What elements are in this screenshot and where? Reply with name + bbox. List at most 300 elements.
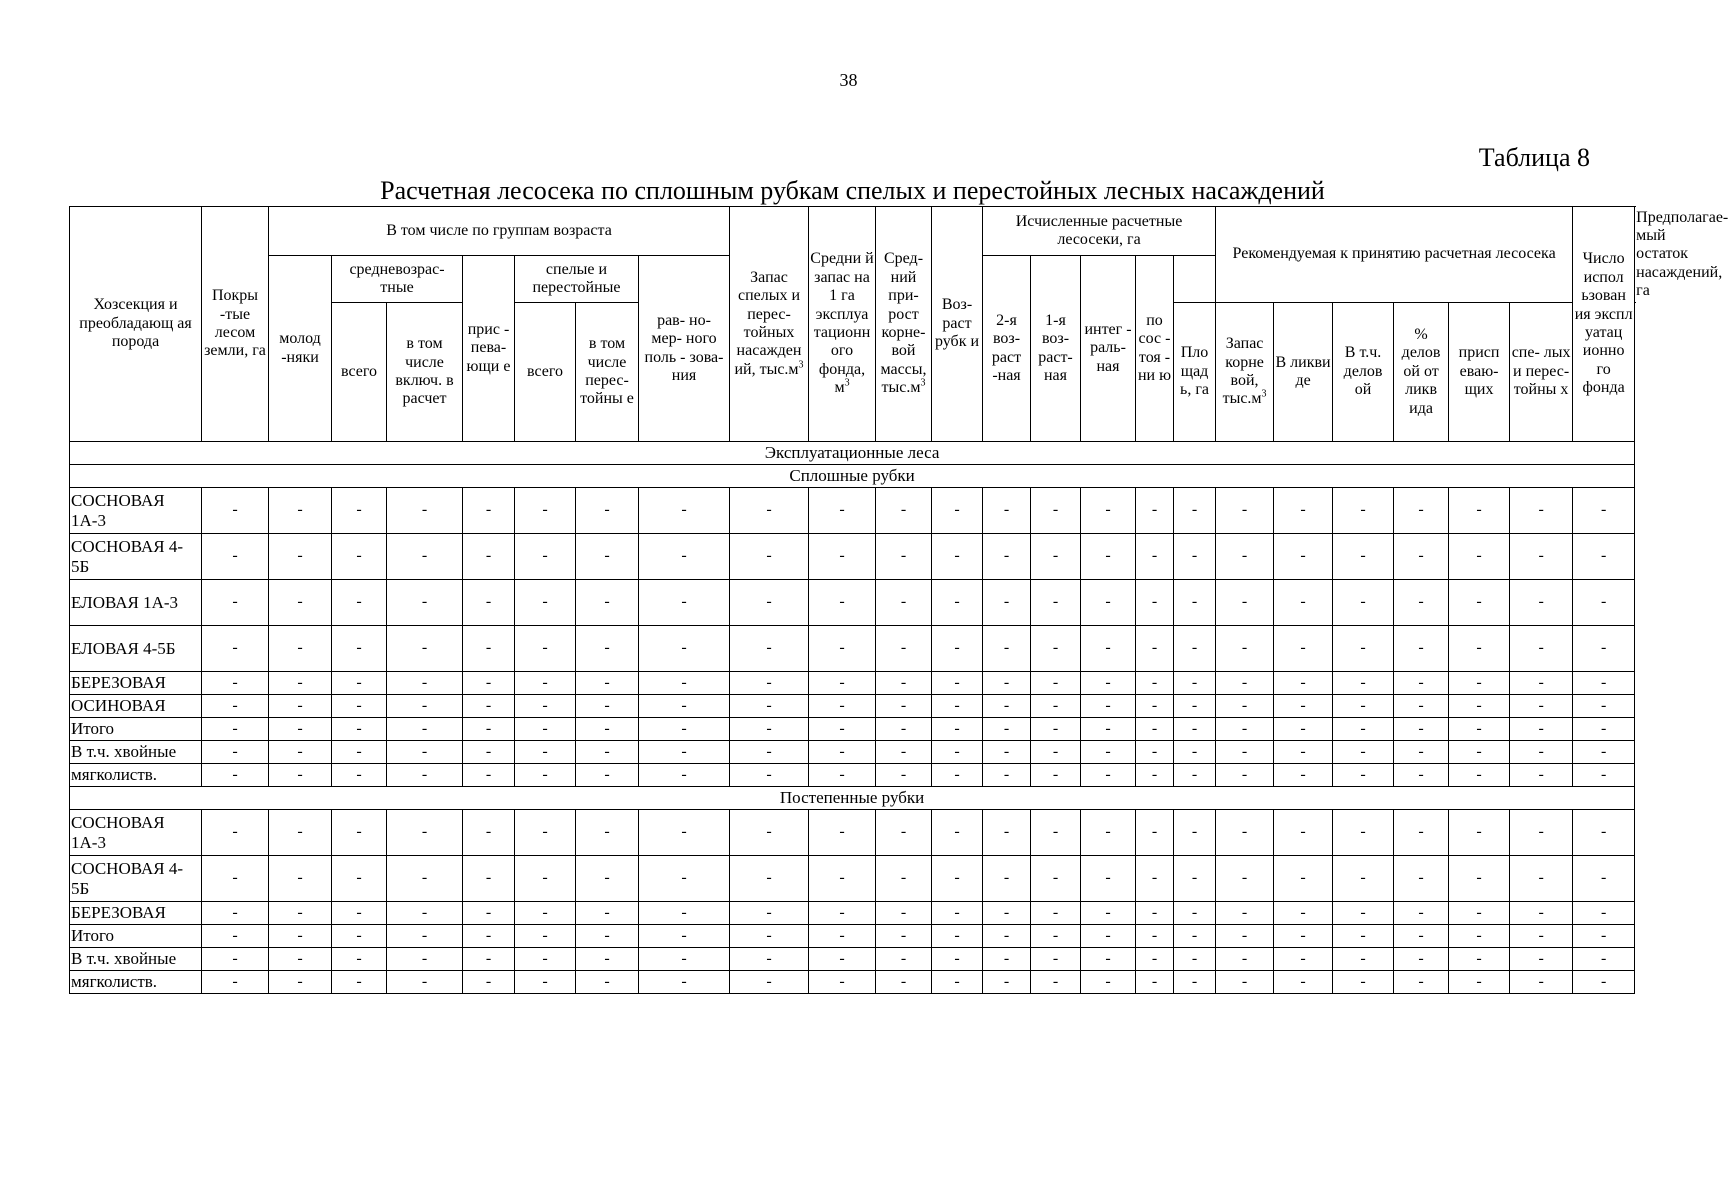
cell-value: -	[463, 718, 515, 741]
cell-value: -	[730, 695, 809, 718]
header-mature-total: всего	[515, 303, 576, 442]
cell-value: -	[876, 971, 932, 994]
cell-value: -	[809, 856, 876, 902]
cell-value: -	[1274, 856, 1333, 902]
cell-value: -	[730, 948, 809, 971]
cell-value: -	[1394, 718, 1449, 741]
cell-value: -	[202, 764, 269, 787]
table-row	[70, 718, 1635, 741]
cell-value: -	[1573, 580, 1635, 626]
section-clear-cuts: Сплошные рубки	[70, 465, 1635, 488]
header-ripening: прис - пева- ющи е	[463, 256, 515, 442]
cell-value: -	[387, 902, 463, 925]
cell-value: -	[269, 672, 332, 695]
row-label: мягколиств.	[70, 764, 202, 787]
cell-value: -	[1394, 580, 1449, 626]
row-label: мягколиств.	[70, 971, 202, 994]
cell-value: -	[1394, 902, 1449, 925]
cell-value: -	[876, 856, 932, 902]
table-row	[70, 534, 1635, 580]
cell-value: -	[983, 948, 1031, 971]
cell-value: -	[1510, 488, 1573, 534]
cell-value: -	[983, 695, 1031, 718]
cell-value: -	[269, 902, 332, 925]
cell-value: -	[639, 948, 730, 971]
cell-value: -	[1333, 764, 1394, 787]
table-label: Таблица 8	[1478, 143, 1590, 172]
cell-value: -	[515, 948, 576, 971]
cell-value: -	[1216, 695, 1274, 718]
cell-value: -	[1573, 810, 1635, 856]
cell-value: -	[1031, 672, 1081, 695]
cell-value: -	[1081, 741, 1136, 764]
cell-value: -	[639, 856, 730, 902]
cell-value: -	[1449, 902, 1510, 925]
cell-value: -	[1449, 580, 1510, 626]
cell-value: -	[463, 695, 515, 718]
section-forest-type: Эксплуатационные леса	[70, 442, 1635, 465]
cell-value: -	[639, 488, 730, 534]
cell-value: -	[1274, 488, 1333, 534]
cell-value: -	[932, 695, 983, 718]
cell-value: -	[1081, 810, 1136, 856]
cell-value: -	[1333, 856, 1394, 902]
cell-value: -	[730, 626, 809, 672]
cell-value: -	[1174, 764, 1216, 787]
cell-value: -	[202, 902, 269, 925]
cell-value: -	[809, 764, 876, 787]
cell-value: -	[202, 810, 269, 856]
cell-value: -	[463, 764, 515, 787]
cell-value: -	[1174, 971, 1216, 994]
cell-value: -	[1174, 810, 1216, 856]
cell-value: -	[809, 580, 876, 626]
row-label: В т.ч. хвойные	[70, 948, 202, 971]
cell-value: -	[1081, 925, 1136, 948]
page-number: 38	[839, 70, 858, 90]
cell-value: -	[1274, 672, 1333, 695]
cell-value: -	[1573, 695, 1635, 718]
cell-value: -	[1174, 580, 1216, 626]
cell-value: -	[387, 695, 463, 718]
row-label: БЕРЕЗОВАЯ	[70, 902, 202, 925]
cell-value: -	[332, 672, 387, 695]
cell-value: -	[1573, 741, 1635, 764]
cell-value: -	[1510, 626, 1573, 672]
cell-value: -	[1510, 971, 1573, 994]
cell-value: -	[1333, 672, 1394, 695]
cell-value: -	[1081, 971, 1136, 994]
header-recommended-area: Рекомендуемая к принятию расчетная лесосека	[1216, 207, 1573, 303]
cell-value: -	[1510, 948, 1573, 971]
cell-value: -	[1449, 971, 1510, 994]
cell-value: -	[1394, 695, 1449, 718]
cell-value: -	[809, 695, 876, 718]
cell-value: -	[1449, 626, 1510, 672]
cell-value: -	[1510, 695, 1573, 718]
cell-value: -	[1031, 741, 1081, 764]
cell-value: -	[730, 764, 809, 787]
cell-value: -	[387, 764, 463, 787]
cell-value: -	[1333, 948, 1394, 971]
cell-value: -	[1573, 672, 1635, 695]
cell-value: -	[1274, 580, 1333, 626]
cell-value: -	[932, 764, 983, 787]
cell-value: -	[1174, 626, 1216, 672]
cell-value: -	[1394, 810, 1449, 856]
cell-value: -	[1510, 925, 1573, 948]
cell-value: -	[463, 856, 515, 902]
cell-value: -	[463, 810, 515, 856]
cell-value: -	[1216, 902, 1274, 925]
cell-value: -	[876, 695, 932, 718]
cell-value: -	[983, 718, 1031, 741]
cell-value: -	[515, 672, 576, 695]
cell-value: -	[463, 488, 515, 534]
cell-value: -	[1333, 810, 1394, 856]
cell-value: -	[332, 902, 387, 925]
cell-value: -	[730, 856, 809, 902]
table-row	[70, 488, 1635, 534]
cell-value: -	[1394, 672, 1449, 695]
cell-value: -	[576, 810, 639, 856]
header-rec-business: В т.ч. делов ой	[1333, 303, 1394, 442]
cell-value: -	[1216, 856, 1274, 902]
cell-value: -	[1394, 948, 1449, 971]
cell-value: -	[639, 925, 730, 948]
cell-value: -	[1510, 718, 1573, 741]
cell-value: -	[1136, 672, 1174, 695]
cell-value: -	[202, 741, 269, 764]
section-gradual-cuts: Постепенные рубки	[70, 787, 1635, 810]
cell-value: -	[1274, 948, 1333, 971]
cell-value: -	[1136, 718, 1174, 741]
cell-value: -	[1136, 925, 1174, 948]
cell-value: -	[1449, 718, 1510, 741]
cell-value: -	[639, 672, 730, 695]
cell-value: -	[1510, 764, 1573, 787]
cell-value: -	[1174, 672, 1216, 695]
cell-value: -	[202, 626, 269, 672]
cell-value: -	[809, 741, 876, 764]
row-label: СОСНОВАЯ 1А-3	[70, 488, 202, 534]
cell-value: -	[387, 741, 463, 764]
cell-value: -	[1510, 741, 1573, 764]
cell-value: -	[983, 488, 1031, 534]
cell-value: -	[576, 902, 639, 925]
header-remain-ripening: присп еваю- щих	[1449, 303, 1510, 442]
cell-value: -	[387, 971, 463, 994]
cell-value: -	[809, 810, 876, 856]
cell-value: -	[332, 718, 387, 741]
cell-value: -	[1216, 764, 1274, 787]
cell-value: -	[1510, 856, 1573, 902]
header-years-of-use: Число испол ьзован ия экспл уатац ионно го фонда	[1573, 207, 1635, 442]
cell-value: -	[387, 534, 463, 580]
cell-value: -	[809, 925, 876, 948]
table-row	[70, 902, 1635, 925]
cell-value: -	[1573, 626, 1635, 672]
cell-value: -	[1274, 741, 1333, 764]
cell-value: -	[202, 948, 269, 971]
cell-value: -	[932, 902, 983, 925]
cell-value: -	[576, 971, 639, 994]
header-middle-aged: средневозрас- тные	[332, 256, 463, 303]
header-middle-total: всего	[332, 303, 387, 442]
cell-value: -	[202, 695, 269, 718]
cell-value: -	[1216, 488, 1274, 534]
cell-value: -	[202, 580, 269, 626]
cell-value: -	[1449, 764, 1510, 787]
cell-value: -	[1031, 534, 1081, 580]
cell-value: -	[1333, 534, 1394, 580]
cell-value: -	[332, 810, 387, 856]
cell-value: -	[1136, 764, 1174, 787]
cell-value: -	[809, 902, 876, 925]
cell-value: -	[1081, 626, 1136, 672]
table-row	[70, 741, 1635, 764]
cell-value: -	[387, 810, 463, 856]
cell-value: -	[1136, 856, 1174, 902]
cell-value: -	[932, 626, 983, 672]
cell-value: -	[463, 672, 515, 695]
cell-value: -	[1573, 925, 1635, 948]
cell-value: -	[876, 902, 932, 925]
cell-value: -	[1333, 925, 1394, 948]
cell-value: -	[1081, 534, 1136, 580]
cell-value: -	[332, 764, 387, 787]
cell-value: -	[1031, 902, 1081, 925]
table-row	[70, 580, 1635, 626]
cell-value: -	[1081, 764, 1136, 787]
cell-value: -	[1216, 810, 1274, 856]
cell-value: -	[1573, 948, 1635, 971]
header-young: молод -няки	[269, 256, 332, 442]
row-label: СОСНОВАЯ 1А-3	[70, 810, 202, 856]
cell-value: -	[876, 718, 932, 741]
cell-value: -	[1081, 672, 1136, 695]
header-rec-liquid: В ликви де	[1274, 303, 1333, 442]
cell-value: -	[1136, 580, 1174, 626]
cell-value: -	[932, 488, 983, 534]
cell-value: -	[1274, 902, 1333, 925]
cell-value: -	[1510, 580, 1573, 626]
cell-value: -	[1449, 925, 1510, 948]
cell-value: -	[932, 534, 983, 580]
header-covered-land: Покры -тые лесом земли, га	[202, 207, 269, 442]
cell-value: -	[1136, 971, 1174, 994]
cell-value: -	[932, 971, 983, 994]
cell-value: -	[463, 741, 515, 764]
cell-value: -	[1394, 971, 1449, 994]
cell-value: -	[515, 580, 576, 626]
cell-value: -	[1174, 534, 1216, 580]
cell-value: -	[1031, 488, 1081, 534]
cell-value: -	[983, 741, 1031, 764]
cell-value: -	[1136, 948, 1174, 971]
row-label: СОСНОВАЯ 4-5Б	[70, 856, 202, 902]
cell-value: -	[1573, 902, 1635, 925]
cell-value: -	[983, 810, 1031, 856]
cell-value: -	[809, 534, 876, 580]
header-rec-stock: Запас корне вой, $тыс.м^3$	[1216, 303, 1274, 442]
cell-value: -	[269, 856, 332, 902]
cell-value: -	[932, 810, 983, 856]
cell-value: -	[639, 580, 730, 626]
cell-value: -	[809, 626, 876, 672]
row-label: СОСНОВАЯ 4-5Б	[70, 534, 202, 580]
cell-value: -	[1333, 695, 1394, 718]
cell-value: -	[1394, 741, 1449, 764]
cell-value: -	[932, 672, 983, 695]
cell-value: -	[387, 488, 463, 534]
cell-value: -	[1449, 534, 1510, 580]
cell-value: -	[576, 580, 639, 626]
cell-value: -	[1573, 534, 1635, 580]
cell-value: -	[1136, 488, 1174, 534]
header-avg-growth: Сред- ний при- рост корне- вой массы, $тыс.м^3$	[876, 207, 932, 442]
cell-value: -	[387, 580, 463, 626]
header-calculated-areas: Исчисленные расчетные лесосеки, га	[983, 207, 1216, 256]
cell-value: -	[730, 488, 809, 534]
cell-value: -	[1510, 672, 1573, 695]
cell-value: -	[876, 534, 932, 580]
cell-value: -	[269, 718, 332, 741]
cell-value: -	[576, 741, 639, 764]
cell-value: -	[1394, 534, 1449, 580]
cell-value: -	[1333, 971, 1394, 994]
row-label: БЕРЕЗОВАЯ	[70, 672, 202, 695]
header-mature-overmature: в том числе перес- тойны е	[576, 303, 639, 442]
table-row	[70, 764, 1635, 787]
header-rec-area: Пло щад ь, га	[1174, 303, 1216, 442]
cell-value: -	[202, 925, 269, 948]
cell-value: -	[1333, 741, 1394, 764]
cell-value: -	[332, 626, 387, 672]
cell-value: -	[1394, 925, 1449, 948]
cell-value: -	[1174, 741, 1216, 764]
cell-value: -	[463, 580, 515, 626]
row-label: ЕЛОВАЯ 1А-3	[70, 580, 202, 626]
cell-value: -	[332, 695, 387, 718]
cell-value: -	[202, 971, 269, 994]
cell-value: -	[202, 856, 269, 902]
cell-value: -	[463, 925, 515, 948]
cell-value: -	[730, 902, 809, 925]
cell-value: -	[1394, 488, 1449, 534]
cell-value: -	[983, 856, 1031, 902]
cell-value: -	[809, 971, 876, 994]
cell-value: -	[1274, 626, 1333, 672]
table-row	[70, 672, 1635, 695]
header-calc-1st-age: 1-я воз- раст- ная	[1031, 256, 1081, 442]
cell-value: -	[639, 810, 730, 856]
cell-value: -	[1081, 856, 1136, 902]
cell-value: -	[515, 695, 576, 718]
cell-value: -	[1031, 948, 1081, 971]
cell-value: -	[576, 626, 639, 672]
cell-value: -	[1510, 534, 1573, 580]
cell-value: -	[809, 488, 876, 534]
cell-value: -	[1274, 534, 1333, 580]
cell-value: -	[639, 902, 730, 925]
cell-value: -	[1573, 856, 1635, 902]
cell-value: -	[515, 764, 576, 787]
cell-value: -	[730, 672, 809, 695]
cell-value: -	[809, 672, 876, 695]
cell-value: -	[202, 718, 269, 741]
cell-value: -	[1274, 695, 1333, 718]
cell-value: -	[269, 948, 332, 971]
cell-value: -	[1216, 718, 1274, 741]
cell-value: -	[932, 580, 983, 626]
cell-value: -	[1081, 718, 1136, 741]
cell-value: -	[269, 810, 332, 856]
cell-value: -	[639, 718, 730, 741]
cell-value: -	[1449, 695, 1510, 718]
table-row	[70, 626, 1635, 672]
cell-value: -	[876, 925, 932, 948]
cell-value: -	[1174, 902, 1216, 925]
cell-value: -	[1449, 810, 1510, 856]
cell-value: -	[876, 810, 932, 856]
cell-value: -	[463, 626, 515, 672]
cell-value: -	[1333, 488, 1394, 534]
header-middle-included: в том числе включ. в расчет	[387, 303, 463, 442]
cell-value: -	[1216, 971, 1274, 994]
cell-value: -	[1136, 902, 1174, 925]
cell-value: -	[463, 948, 515, 971]
cell-value: -	[730, 741, 809, 764]
header-stock-mature: Запас спелых и перес- тойных насажден ий, $тыс.м^3$	[730, 207, 809, 442]
cell-value: -	[639, 695, 730, 718]
cell-value: -	[269, 626, 332, 672]
cell-value: -	[876, 580, 932, 626]
cell-value: -	[1031, 971, 1081, 994]
cell-value: -	[1333, 580, 1394, 626]
cell-value: -	[809, 948, 876, 971]
cell-value: -	[269, 925, 332, 948]
cell-value: -	[1449, 948, 1510, 971]
cell-value: -	[332, 580, 387, 626]
table-row	[70, 925, 1635, 948]
cell-value: -	[1081, 695, 1136, 718]
cell-value: -	[1573, 971, 1635, 994]
cell-value: -	[1216, 672, 1274, 695]
cell-value: -	[515, 741, 576, 764]
header-avg-stock: Средни й запас на 1 га эксплуа тационн ого фонда, $м^3$	[809, 207, 876, 442]
cell-value: -	[1510, 810, 1573, 856]
cell-value: -	[1510, 902, 1573, 925]
cell-value: -	[1216, 534, 1274, 580]
cell-value: -	[387, 925, 463, 948]
cell-value: -	[1274, 718, 1333, 741]
cell-value: -	[515, 534, 576, 580]
cell-value: -	[515, 718, 576, 741]
cell-value: -	[576, 948, 639, 971]
row-label: ЕЛОВАЯ 4-5Б	[70, 626, 202, 672]
cell-value: -	[639, 971, 730, 994]
cell-value: -	[576, 672, 639, 695]
cell-value: -	[1449, 741, 1510, 764]
cell-value: -	[1449, 672, 1510, 695]
cell-value: -	[639, 764, 730, 787]
table-title: Расчетная лесосека по сплошным рубкам спелых и перестойных лесных насаждений	[380, 176, 1325, 205]
cell-value: -	[1031, 856, 1081, 902]
header-calc-even: рав- но- мер- ного поль - зова- ния	[639, 256, 730, 442]
cell-value: -	[332, 488, 387, 534]
header-cutting-age: Воз- раст рубк и	[932, 207, 983, 442]
